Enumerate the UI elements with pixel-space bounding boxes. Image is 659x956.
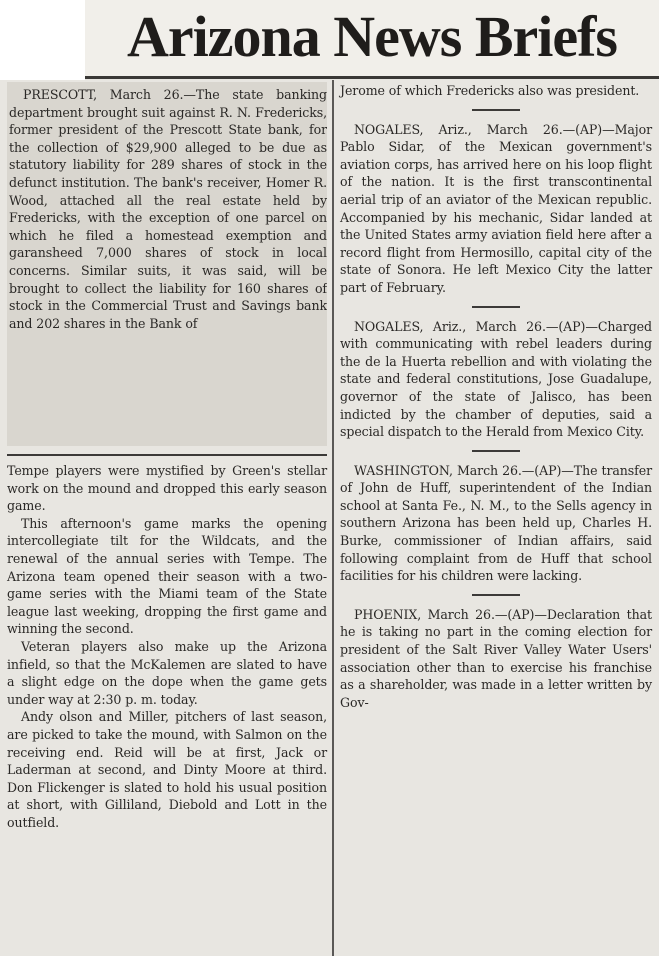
page-margin <box>0 0 85 80</box>
story-paragraph: Andy olson and Miller, pitchers of last season, are picked to take the mound, with Salmon on the receiving end. Reid will be at first, Jack or Laderman at second, and Dinty Moore at third. Don Flickenger is slated to hold his usual position at short, with Gilliland, Diebold and Lott in the outfield. <box>7 709 327 830</box>
story-paragraph: Veteran players also make up the Arizona infield, so that the McKalemen are slated to have a slight edge on the dope when the game gets under way at 2:30 p. m. today. <box>7 638 327 707</box>
story-paragraph: This afternoon's game marks the opening intercollegiate tilt for the Wildcats, and the renewal of the annual series with Tempe. The Arizona team opened their season with a two-game series with the Miami team of the State league last weeking, dropping the first game and winning the second. <box>7 515 327 637</box>
story-divider <box>472 109 520 111</box>
masthead <box>85 0 659 79</box>
right-column <box>340 82 652 711</box>
nogales-indictment-story: NOGALES, Ariz., March 26.—(AP)—Charged with communicating with rebel leaders during the de la Huerta rebellion and with violating the state and federal constitutions, Jose Guadalupe, governor of the state of Jalisco, has been indicted by the chamber of deputies, said a special dispatch to the Herald from Mexico City. <box>340 318 652 440</box>
baseball-story <box>7 462 327 831</box>
story-divider <box>472 450 520 452</box>
story-divider <box>472 594 520 596</box>
prescott-story <box>7 82 327 446</box>
story-divider <box>7 454 327 456</box>
story-paragraph: PRESCOTT, March 26.—The state banking department brought suit against R. N. Fredericks, former president of the Prescott State bank, for the collection of $29,900 alleged to be due as statutory liability for 289 shares of stock in the defunct institution. The bank's receiver, Homer R. Wood, attached all the real estate held by Fredericks, with the exception of one parcel on which he filed a homestead exemption and garansheed 7,000 shares of stock in local concerns. Similar suits, it was said, will be brought to collect the liability for 160 shares of stock in the Commercial Trust and Savings bank and 202 shares in the Bank of <box>9 87 327 331</box>
story-paragraph: Tempe players were mystified by Green's stellar work on the mound and dropped this early season game. <box>7 463 327 514</box>
left-column <box>7 82 327 831</box>
washington-story: WASHINGTON, March 26.—(AP)—The transfer of John de Huff, superintendent of the Indian school at Santa Fe., N. M., to the Sells agency in southern Arizona has been held up, Charles H. Burke, commissioner of Indian affairs, said following complaint from de Huff that school facilities for his children were lacking. <box>340 462 652 584</box>
column-divider <box>332 80 334 956</box>
nogales-aviation-story: NOGALES, Ariz., March 26.—(AP)—Major Pablo Sidar, of the Mexican government's aviation corps, has arrived here on his loop flight of the nation. It is the first transcontinental aerial trip of an aviator of the Mexican republic. Accompanied by his mechanic, Sidar landed at the United States army aviation field here after a record flight from Hermosillo, capital city of the state of Sonora. He left Mexico City the latter part of February. <box>340 121 652 295</box>
story-divider <box>472 306 520 308</box>
continuation-paragraph: Jerome of which Fredericks also was president. <box>340 83 640 98</box>
phoenix-story: PHOENIX, March 26.—(AP)—Declaration that he is taking no part in the coming election for president of the Salt River Valley Water Users' association other than to exercise his franchise as a shareholder, was made in a letter written by Gov- <box>340 606 652 710</box>
page-headline: Arizona News Briefs <box>126 4 617 69</box>
